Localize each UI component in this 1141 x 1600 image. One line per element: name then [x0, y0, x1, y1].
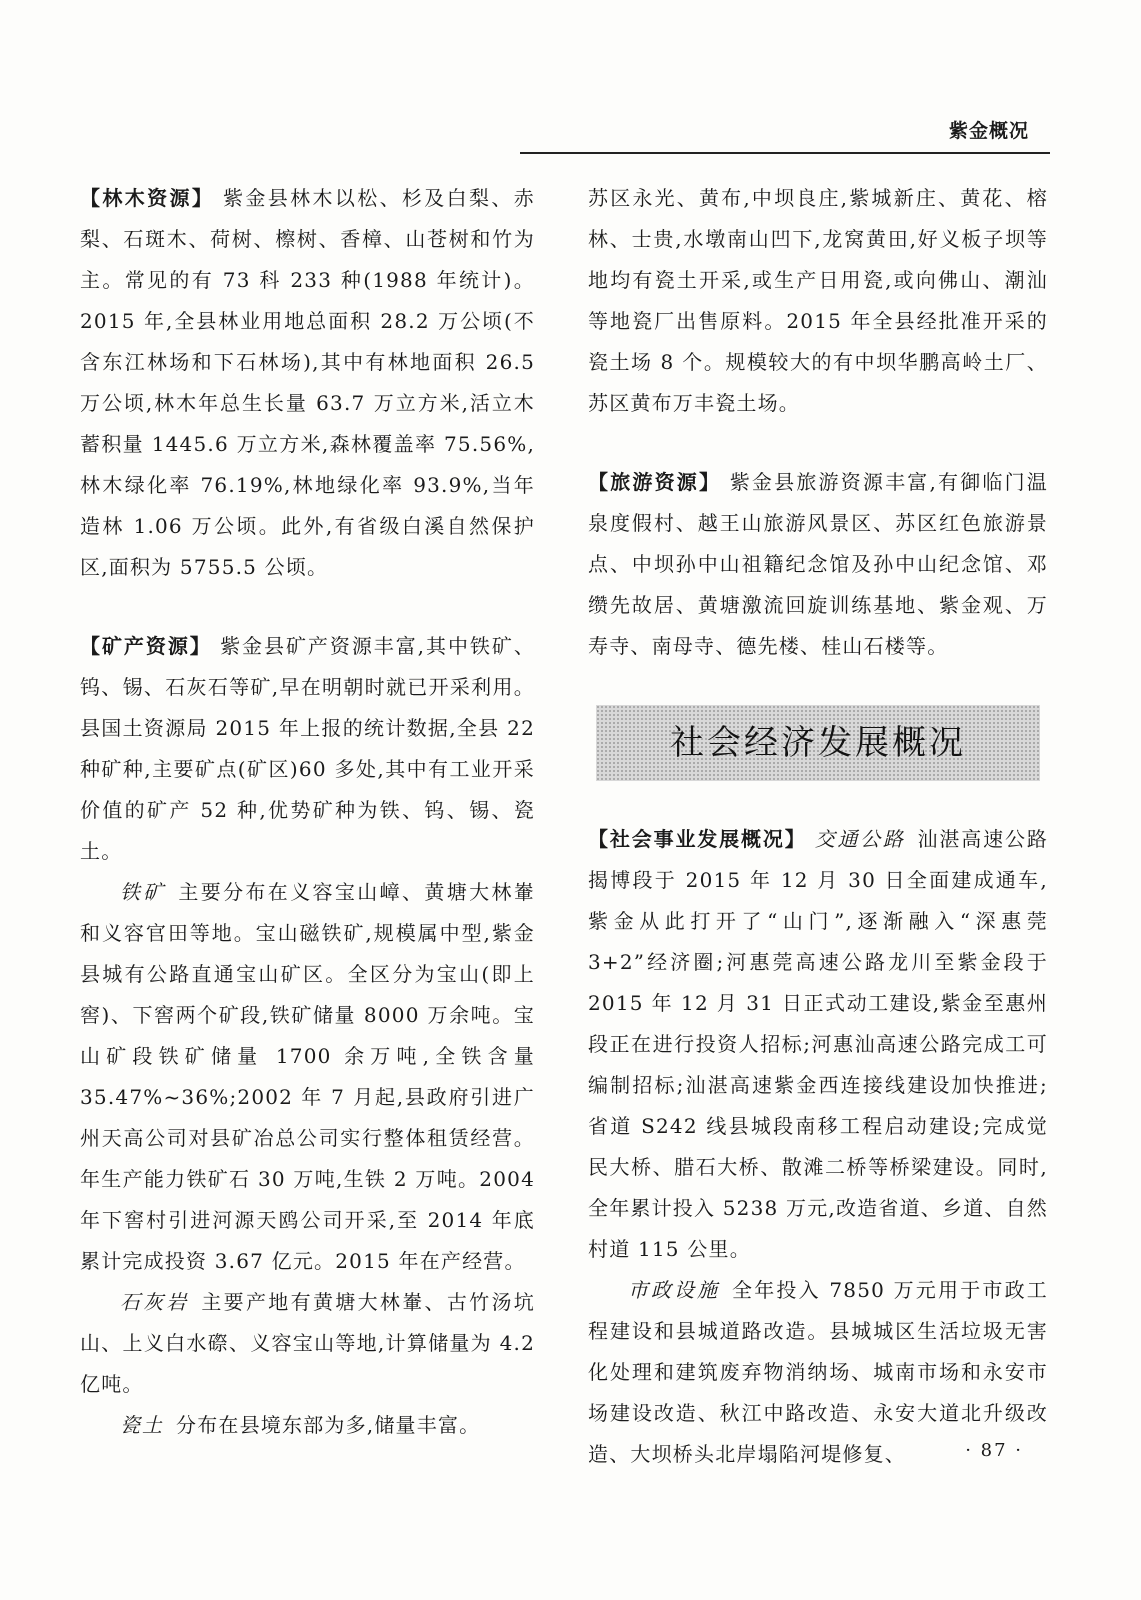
clay-continued-paragraph: 苏区永光、黄布,中坝良庄,紫城新庄、黄花、榕林、士贵,水墩南山凹下,龙窝黄田,好义板子坝等地均有瓷土开采,或生产日用瓷,或向佛山、潮汕等地瓷厂出售原料。2015 年全县经批准开采的瓷土场 8 个。规模较大的有中坝华鹏高岭土厂、苏区黄布万丰瓷土场。: [588, 186, 1048, 415]
tourism-text: 紫金县旅游资源丰富,有御临门温泉度假村、越王山旅游风景区、苏区红色旅游景点、中坝孙中山祖籍纪念馆及孙中山纪念馆、邓缵先故居、黄塘激流回旋训练基地、紫金观、万寿寺、南母寺、德先楼、桂山石楼等。: [588, 470, 1049, 658]
forest-text: 紫金县林木以松、杉及白梨、赤梨、石斑木、荷树、檫树、香樟、山苍树和竹为主。常见的有 73 科 233 种(1988 年统计)。2015 年,全县林业用地总面积 28.2 万公顷(不含东江林场和下石林场),其中有林地面积 26.5万公顷,林木年总生长量 63.7 万立方米,活立木蓄积量 1445.6 万立方米,森林覆盖率 75.56%,林木绿化率 76.19%,林地绿化率 93.9%,当年造林 1.06 万公顷。此外,有省级白溪自然保护区,面积为 5755.5 公顷。: [80, 186, 535, 579]
social-paragraph: [588, 819, 1048, 1270]
tourism-heading: 【旅游资源】: [588, 470, 722, 494]
clay-paragraph: [80, 1405, 535, 1446]
tourism-paragraph: [588, 462, 1048, 667]
limestone-paragraph: [80, 1282, 535, 1405]
mineral-heading: 【矿产资源】: [80, 634, 212, 658]
transport-text: 汕湛高速公路揭博段于 2015 年 12 月 30 日全面建成通车,紫金从此打开了“山门”,逐渐融入“深惠莞 3+2”经济圈;河惠莞高速公路龙川至紫金段于 2015 年 12 月 31 日正式动工建设,紫金至惠州段正在进行投资人招标;河惠汕高速公路完成工可编制招标;汕湛高速紫金西连接线建设加快推进;省道 S242 线县城段南移工程启动建设;完成觉民大桥、腊石大桥、散滩二桥等桥梁建设。同时,全年累计投入 5238 万元,改造省道、乡道、自然村道 115 公里。: [588, 827, 1049, 1261]
municipal-text: 全年投入 7850 万元用于市政工程建设和县城道路改造。县城城区生活垃圾无害化处理和建筑废弃物消纳场、城南市场和永安市场建设改造、秋江中路改造、永安大道北升级改造、大坝桥头北岸塌陷河堤修复、: [588, 1278, 1049, 1466]
clay-text: 分布在县境东部为多,储量丰富。: [176, 1413, 481, 1437]
mineral-paragraph: [80, 626, 535, 872]
right-column: [588, 178, 1048, 1475]
social-heading: 【社会事业发展概况】: [588, 827, 807, 851]
iron-text: 主要分布在义容宝山嶂、黄塘大林輋和义容官田等地。宝山磁铁矿,规模属中型,紫金县城有公路直通宝山矿区。全区分为宝山(即上窖)、下窖两个矿段,铁矿储量 8000 万余吨。宝山矿段铁矿储量 1700 余万吨,全铁含量 35.47%~36%;2002 年 7 月起,县政府引进广州天高公司对县矿冶总公司实行整体租赁经营。年生产能力铁矿石 30 万吨,生铁 2 万吨。2004 年下窖村引进河源天鸥公司开采,至 2014 年底累计完成投资 3.67 亿元。2015 年在产经营。: [80, 880, 536, 1273]
transport-label: 交通公路: [814, 827, 906, 851]
section-banner: [596, 705, 1040, 781]
mineral-text: 紫金县矿产资源丰富,其中铁矿、钨、锡、石灰石等矿,早在明朝时就已开采利用。县国土资源局 2015 年上报的统计数据,全县 22 种矿种,主要矿点(矿区)60 多处,其中有工业开采价值的矿产 52 种,优势矿种为铁、钨、锡、瓷土。: [80, 634, 536, 863]
section-banner-title: 社会经济发展概况: [670, 722, 966, 763]
header-rule: [520, 152, 1050, 154]
forest-paragraph: [80, 178, 535, 588]
limestone-label: 石灰岩: [120, 1290, 190, 1314]
running-header-title: 紫金概况: [948, 120, 1029, 142]
page-number: · 87 ·: [965, 1440, 1023, 1461]
municipal-label: 市政设施: [628, 1278, 720, 1302]
iron-paragraph: [80, 872, 535, 1282]
iron-label: 铁矿: [120, 880, 167, 904]
clay-label: 瓷土: [120, 1413, 164, 1437]
limestone-text: 主要产地有黄塘大林輋、古竹汤坑山、上义白水磜、义容宝山等地,计算储量为 4.2 亿吨。: [80, 1290, 536, 1396]
forest-heading: 【林木资源】: [80, 186, 215, 210]
left-column: [80, 178, 535, 1446]
